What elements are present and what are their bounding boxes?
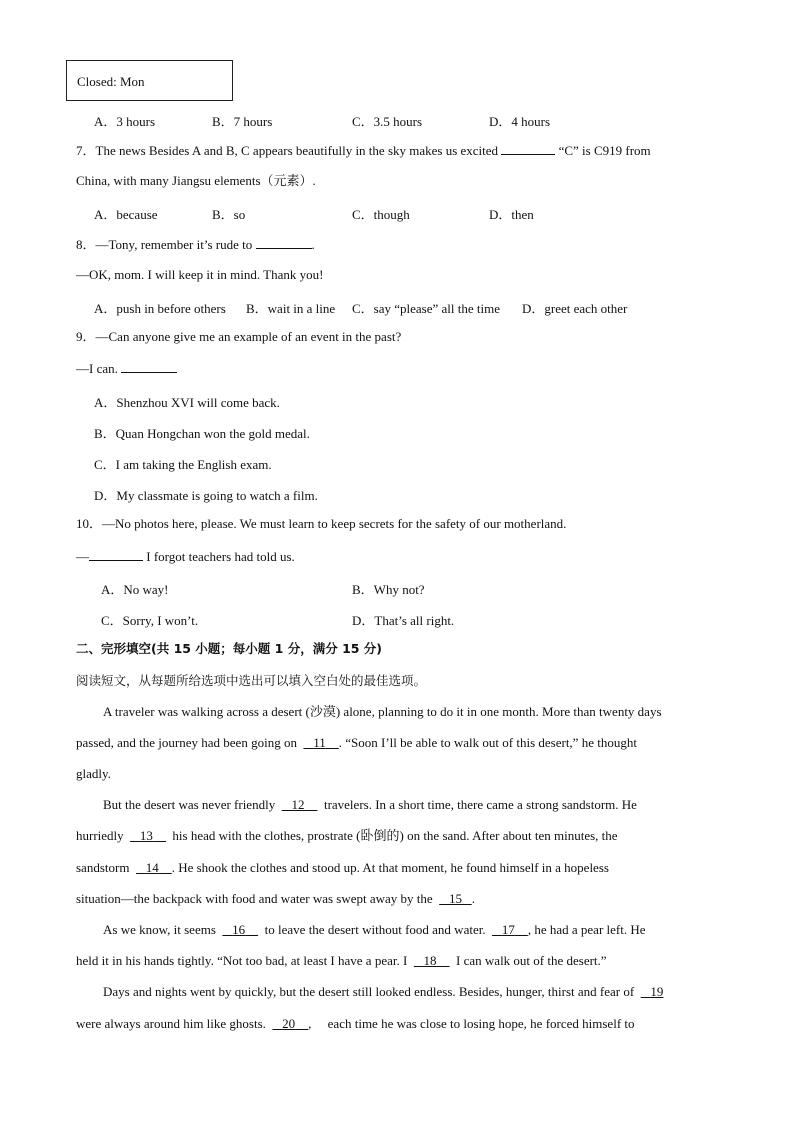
q7-text-a: 7．The news Besides A and B, C appears beautifully in the sky makes us excited — [76, 143, 499, 158]
q9-stem-line1: 9．—Can anyone give me an example of an event in the past? — [76, 329, 402, 344]
p4-text-b: were always around him like ghosts. — [76, 1016, 266, 1031]
q10-stem-line1: 10．—No photos here, please. We must learn to keep secrets for the safety of our motherland. — [76, 516, 567, 531]
q9-stem-line2 — [76, 360, 177, 377]
q6-option-d[interactable]: D．4 hours — [489, 114, 551, 129]
blank-20[interactable]: 20 — [282, 1016, 296, 1031]
closed-info-box — [66, 60, 233, 101]
passage-p1-line1: A traveler was walking across a desert (沙漠) alone, planning to do it in one month. More than twenty days — [103, 704, 662, 719]
q9-option-a[interactable]: A．Shenzhou XVI will come back. — [94, 395, 280, 410]
passage-p4-line2 — [76, 1016, 635, 1032]
blank-17[interactable]: 17 — [501, 922, 515, 937]
q8-option-d[interactable]: D．greet each other — [522, 301, 628, 316]
q8-option-b[interactable]: B．wait in a line — [246, 301, 336, 316]
q9-blank[interactable] — [121, 360, 177, 373]
p3-text-b: to leave the desert without food and water. — [264, 922, 486, 937]
q7-stem-line2: China, with many Jiangsu elements（元素）. — [76, 173, 316, 188]
q6-option-b[interactable]: B．7 hours — [212, 114, 273, 129]
p2-text-e: sandstorm — [76, 860, 130, 875]
q10-option-b[interactable]: B．Why not? — [352, 582, 425, 597]
section-instruction: 阅读短文，从每题所给选项中选出可以填入空白处的最佳选项。 — [76, 673, 427, 688]
q10-blank[interactable] — [89, 548, 143, 561]
q7-option-c[interactable]: C．though — [352, 207, 410, 222]
p3-text-a: As we know, it seems — [103, 922, 216, 937]
passage-p4-line1 — [103, 984, 663, 1000]
q10-dash: — — [76, 549, 89, 564]
q8-text-end: . — [311, 237, 315, 252]
q8-stem-line2: —OK, mom. I will keep it in mind. Thank you! — [76, 267, 324, 282]
blank-14[interactable]: 14 — [145, 860, 159, 875]
q9-text: —I can. — [76, 361, 118, 376]
q10-stem-line2 — [76, 548, 295, 565]
section-heading: 二、完形填空(共 15 小题；每小题 1 分，满分 15 分) — [76, 641, 383, 656]
p2-text-h: . — [471, 891, 475, 906]
q10-option-d[interactable]: D．That’s all right. — [352, 613, 455, 628]
p2-text-f: . He shook the clothes and stood up. At that moment, he found himself in a hopeless — [171, 860, 609, 875]
blank-11[interactable]: 11 — [313, 735, 326, 750]
q7-option-a[interactable]: A．because — [94, 207, 158, 222]
passage-p1-line2 — [76, 735, 637, 751]
q7-option-b[interactable]: B．so — [212, 207, 246, 222]
passage-p2-line1 — [103, 797, 637, 813]
p1-text-b: . “Soon I’ll be able to walk out of this desert,” he thought — [338, 735, 637, 750]
p4-text-c: each time he was close to losing hope, he forced himself to — [327, 1016, 635, 1031]
p4-comma: , — [308, 1016, 312, 1031]
q8-blank[interactable] — [256, 236, 312, 249]
q7-text-b: “C” is C919 from — [558, 143, 651, 158]
q9-option-b[interactable]: B．Quan Hongchan won the gold medal. — [94, 426, 310, 441]
q10-option-a[interactable]: A．No way! — [101, 582, 169, 597]
q8-stem-line1 — [76, 236, 315, 253]
p2-text-a: But the desert was never friendly — [103, 797, 276, 812]
q7-blank[interactable] — [501, 142, 555, 155]
p4-text-a: Days and nights went by quickly, but the desert still looked endless. Besides, hunger, thirst and fear of — [103, 984, 635, 999]
p3-text-e: I can walk out of the desert.” — [456, 953, 607, 968]
q6-option-c[interactable]: C．3.5 hours — [352, 114, 423, 129]
closed-text: Closed: Mon — [77, 74, 145, 89]
q8-text: 8．—Tony, remember it’s rude to — [76, 237, 253, 252]
q7-option-d[interactable]: D．then — [489, 207, 534, 222]
passage-p3-line2 — [76, 953, 607, 969]
blank-13[interactable]: 13 — [139, 828, 153, 843]
blank-18[interactable]: 18 — [423, 953, 437, 968]
passage-p2-line4 — [76, 891, 475, 907]
blank-16[interactable]: 16 — [232, 922, 246, 937]
p2-text-c: hurriedly — [76, 828, 124, 843]
p2-text-g: situation—the backpack with food and water was swept away by the — [76, 891, 433, 906]
blank-15[interactable]: 15 — [448, 891, 462, 906]
passage-p3-line1 — [103, 922, 646, 938]
q9-option-c[interactable]: C．I am taking the English exam. — [94, 457, 272, 472]
p2-text-d: his head with the clothes, prostrate (卧倒的) on the sand. After about ten minutes, the — [172, 828, 618, 843]
p3-text-d: held it in his hands tightly. “Not too bad, at least I have a pear. I — [76, 953, 408, 968]
p1-text-a: passed, and the journey had been going on — [76, 735, 297, 750]
passage-p2-line3 — [76, 860, 609, 876]
q8-option-a[interactable]: A．push in before others — [94, 301, 226, 316]
blank-19[interactable]: 19 — [650, 984, 664, 999]
q10-text: I forgot teachers had told us. — [146, 549, 295, 564]
q6-option-a[interactable]: A．3 hours — [94, 114, 156, 129]
p2-text-b: travelers. In a short time, there came a strong sandstorm. He — [323, 797, 637, 812]
q8-option-c[interactable]: C．say “please” all the time — [352, 301, 501, 316]
passage-p2-line2 — [76, 828, 618, 844]
blank-12[interactable]: 12 — [291, 797, 305, 812]
q10-option-c[interactable]: C．Sorry, I won’t. — [101, 613, 199, 628]
p3-text-c: , he had a pear left. He — [527, 922, 646, 937]
q9-option-d[interactable]: D．My classmate is going to watch a film. — [94, 488, 318, 503]
q7-stem-line1 — [76, 142, 651, 159]
passage-p1-line3: gladly. — [76, 766, 111, 781]
